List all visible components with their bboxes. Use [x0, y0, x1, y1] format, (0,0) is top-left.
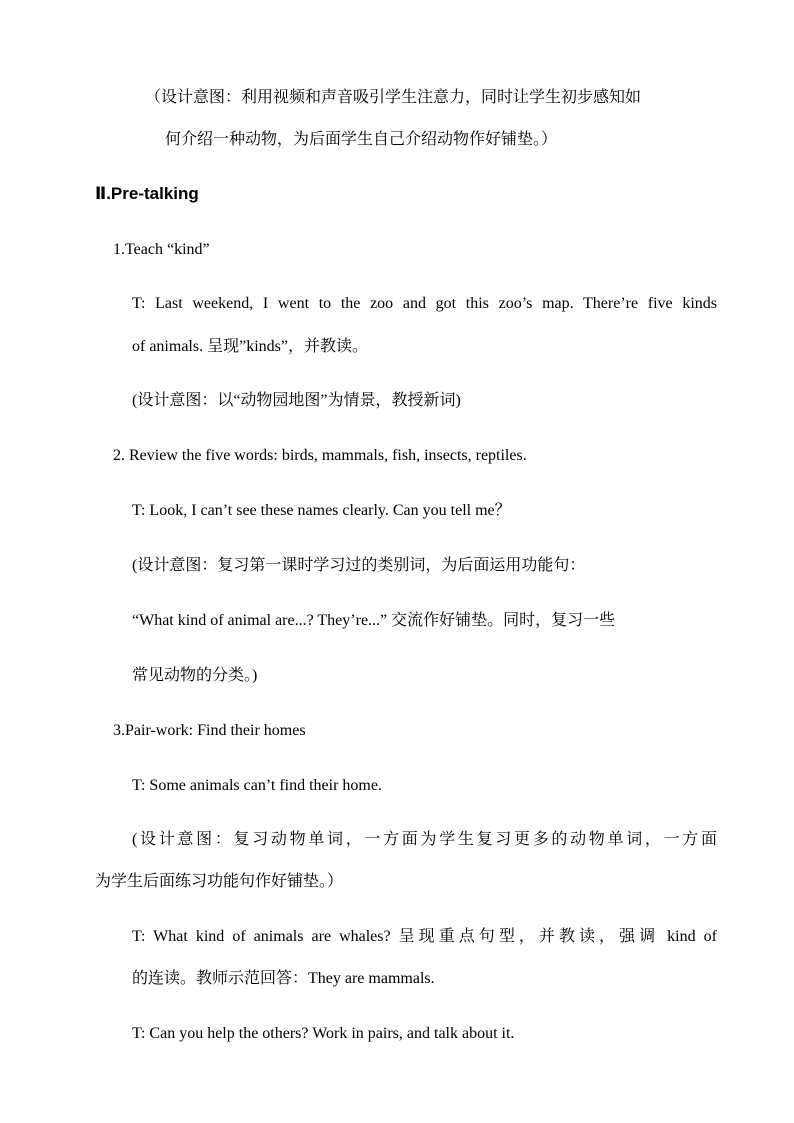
design-intent-note-3: (设计意图：复习第一课时学习过的类别词，为后面运用功能句：: [132, 557, 586, 574]
step-2-title: 2. Review the five words: birds, mammals, fish, insects, reptiles.: [113, 447, 527, 464]
design-intent-note-4: (设计意图：复习动物单词，一方面为学生复习更多的动物单词，一方面: [132, 831, 717, 848]
design-intent-note-1-cont: 何介绍一种动物，为后面学生自己介绍动物作好铺垫。）: [165, 131, 558, 148]
step-1-title: 1.Teach “kind”: [113, 241, 210, 258]
teacher-line-1: T: Last weekend, I went to the zoo and got this zoo’s map. There’re five kinds: [132, 295, 717, 312]
design-intent-note-4-cont: 为学生后面练习功能句作好铺垫。）: [95, 873, 344, 890]
teacher-line-5: T: Can you help the others? Work in pairs, and talk about it.: [132, 1025, 515, 1042]
design-intent-note-3-end: 常见动物的分类。): [132, 667, 258, 684]
step-3-title: 3.Pair-work: Find their homes: [113, 722, 306, 739]
teacher-line-4-cont: 的连读。教师示范回答：They are mammals.: [132, 970, 435, 987]
design-intent-note-1: [145, 88, 717, 108]
section-heading-pre-talking: Ⅱ.Pre-talking: [95, 184, 199, 203]
teacher-line-4: T: What kind of animals are whales? 呈现重点句型，并教读，强调 kind of: [132, 928, 717, 945]
teacher-line-1-cont: of animals. 呈现”kinds”，并教读。: [132, 338, 368, 355]
teacher-line-2: T: Look, I can’t see these names clearly. Can you tell me？: [132, 502, 511, 519]
teacher-line-3: T: Some animals can’t find their home.: [132, 777, 382, 794]
design-intent-note-2: (设计意图：以“动物园地图”为情景，教授新词): [132, 392, 461, 409]
text-line: （设计意图：利用视频和声音吸引学生注意力，同时让学生初步感知如: [145, 89, 642, 106]
design-intent-note-3-cont: “What kind of animal are...? They’re...” 交流作好铺垫。同时，复习一些: [132, 612, 616, 629]
